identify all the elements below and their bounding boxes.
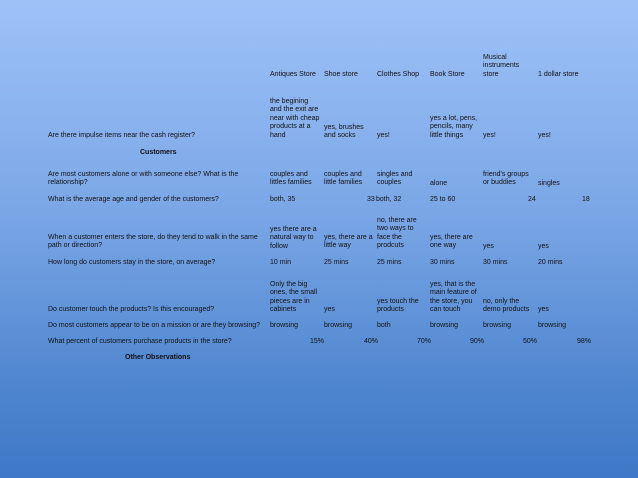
answer-mission-antiques: browsing bbox=[270, 322, 299, 329]
header-antiques-store: Antiques Store bbox=[270, 71, 316, 78]
header-shoe-store: Shoe store bbox=[324, 71, 358, 78]
answer-mission-musical: browsing bbox=[483, 322, 512, 329]
answer-path-clothes: no, there are two ways to face the prodcuts bbox=[377, 217, 417, 250]
section-customers: Customers bbox=[140, 149, 177, 156]
answer-company-clothes: singles and couples bbox=[377, 171, 413, 187]
answer-impulse-book: yes a lot, pens, pencils, many little things bbox=[430, 115, 478, 139]
section-other-observations: Other Observations bbox=[125, 354, 191, 361]
answer-time-antiques: 10 min bbox=[270, 259, 292, 266]
answer-company-antiques: couples and littles families bbox=[270, 171, 312, 187]
answer-company-shoe: couples and little families bbox=[324, 171, 363, 187]
answer-touch-antiques: Only the big ones, the small pieces are in cabinets bbox=[270, 281, 318, 314]
answer-time-book: 30 mins bbox=[430, 259, 455, 266]
answer-mission-book: browsing bbox=[430, 322, 459, 329]
header-book-store: Book Store bbox=[430, 71, 465, 78]
answer-mission-clothes: both bbox=[377, 322, 391, 329]
answer-percent-clothes: 70% bbox=[417, 338, 432, 345]
header-1-dollar-store: 1 dollar store bbox=[538, 71, 579, 78]
answer-mission-dollar: browsing bbox=[538, 322, 567, 329]
answer-age-musical: 24 bbox=[528, 196, 536, 203]
answer-time-clothes: 25 mins bbox=[377, 259, 402, 266]
header-clothes-shop: Clothes Shop bbox=[377, 71, 420, 78]
question-mission-or-browsing: Do most customers appear to be on a mission or are they browsing? bbox=[48, 322, 261, 329]
answer-touch-shoe: yes bbox=[324, 306, 335, 313]
question-purchase-percent: What percent of customers purchase products in the store? bbox=[48, 338, 232, 345]
question-age-gender: What is the average age and gender of the customers? bbox=[48, 196, 219, 203]
answer-touch-musical: no, only the demo products bbox=[483, 298, 530, 314]
answer-impulse-dollar: yes! bbox=[538, 132, 551, 139]
answer-company-dollar: singles bbox=[538, 180, 560, 187]
answer-company-book: alone bbox=[430, 180, 448, 187]
answer-percent-book: 90% bbox=[470, 338, 485, 345]
answer-age-dollar: 18 bbox=[582, 196, 590, 203]
question-path-direction: When a customer enters the store, do they tend to walk in the same path or direction? bbox=[48, 234, 258, 250]
answer-percent-antiques: 15% bbox=[310, 338, 325, 345]
question-impulse-items: Are there impulse items near the cash register? bbox=[48, 132, 196, 139]
answer-age-shoe: 33 bbox=[367, 196, 375, 203]
answer-impulse-musical: yes! bbox=[483, 132, 496, 139]
question-time-in-store: How long do customers stay in the store, on average? bbox=[48, 259, 216, 266]
question-alone-or-with-someone: Are most customers alone or with someone else? What is the relationship? bbox=[48, 171, 239, 187]
header-musical-instruments-store: Musical instruments store bbox=[483, 54, 520, 78]
answer-path-shoe: yes, there are a little way bbox=[324, 234, 373, 250]
answer-time-dollar: 20 mins bbox=[538, 259, 563, 266]
answer-age-clothes: both, 32 bbox=[376, 196, 402, 203]
answer-path-musical: yes bbox=[483, 243, 494, 250]
answer-path-dollar: yes bbox=[538, 243, 549, 250]
answer-impulse-clothes: yes! bbox=[377, 132, 390, 139]
answer-percent-dollar: 98% bbox=[577, 338, 592, 345]
answer-path-antiques: yes there are a natural way to follow bbox=[270, 226, 317, 250]
answer-percent-musical: 50% bbox=[523, 338, 538, 345]
answer-company-musical: friend's groups or buddies bbox=[483, 171, 529, 187]
answer-time-shoe: 25 mins bbox=[324, 259, 349, 266]
answer-time-musical: 30 mins bbox=[483, 259, 508, 266]
answer-touch-book: yes, that is the main feature of the store, you can touch bbox=[430, 281, 477, 314]
answer-touch-clothes: yes touch the products bbox=[377, 298, 419, 314]
answer-age-book: 25 to 60 bbox=[430, 196, 456, 203]
answer-percent-shoe: 40% bbox=[364, 338, 379, 345]
answer-touch-dollar: yes bbox=[538, 306, 549, 313]
answer-mission-shoe: browsing bbox=[324, 322, 353, 329]
answer-impulse-antiques: the begining and the exit are near with cheap products at a hand bbox=[270, 98, 320, 139]
question-touch-products: Do customer touch the products? Is this encouraged? bbox=[48, 306, 215, 313]
answer-age-antiques: both, 35 bbox=[270, 196, 296, 203]
answer-path-book: yes, there are one way bbox=[430, 234, 473, 250]
answer-impulse-shoe: yes, brushes and socks bbox=[324, 124, 364, 140]
